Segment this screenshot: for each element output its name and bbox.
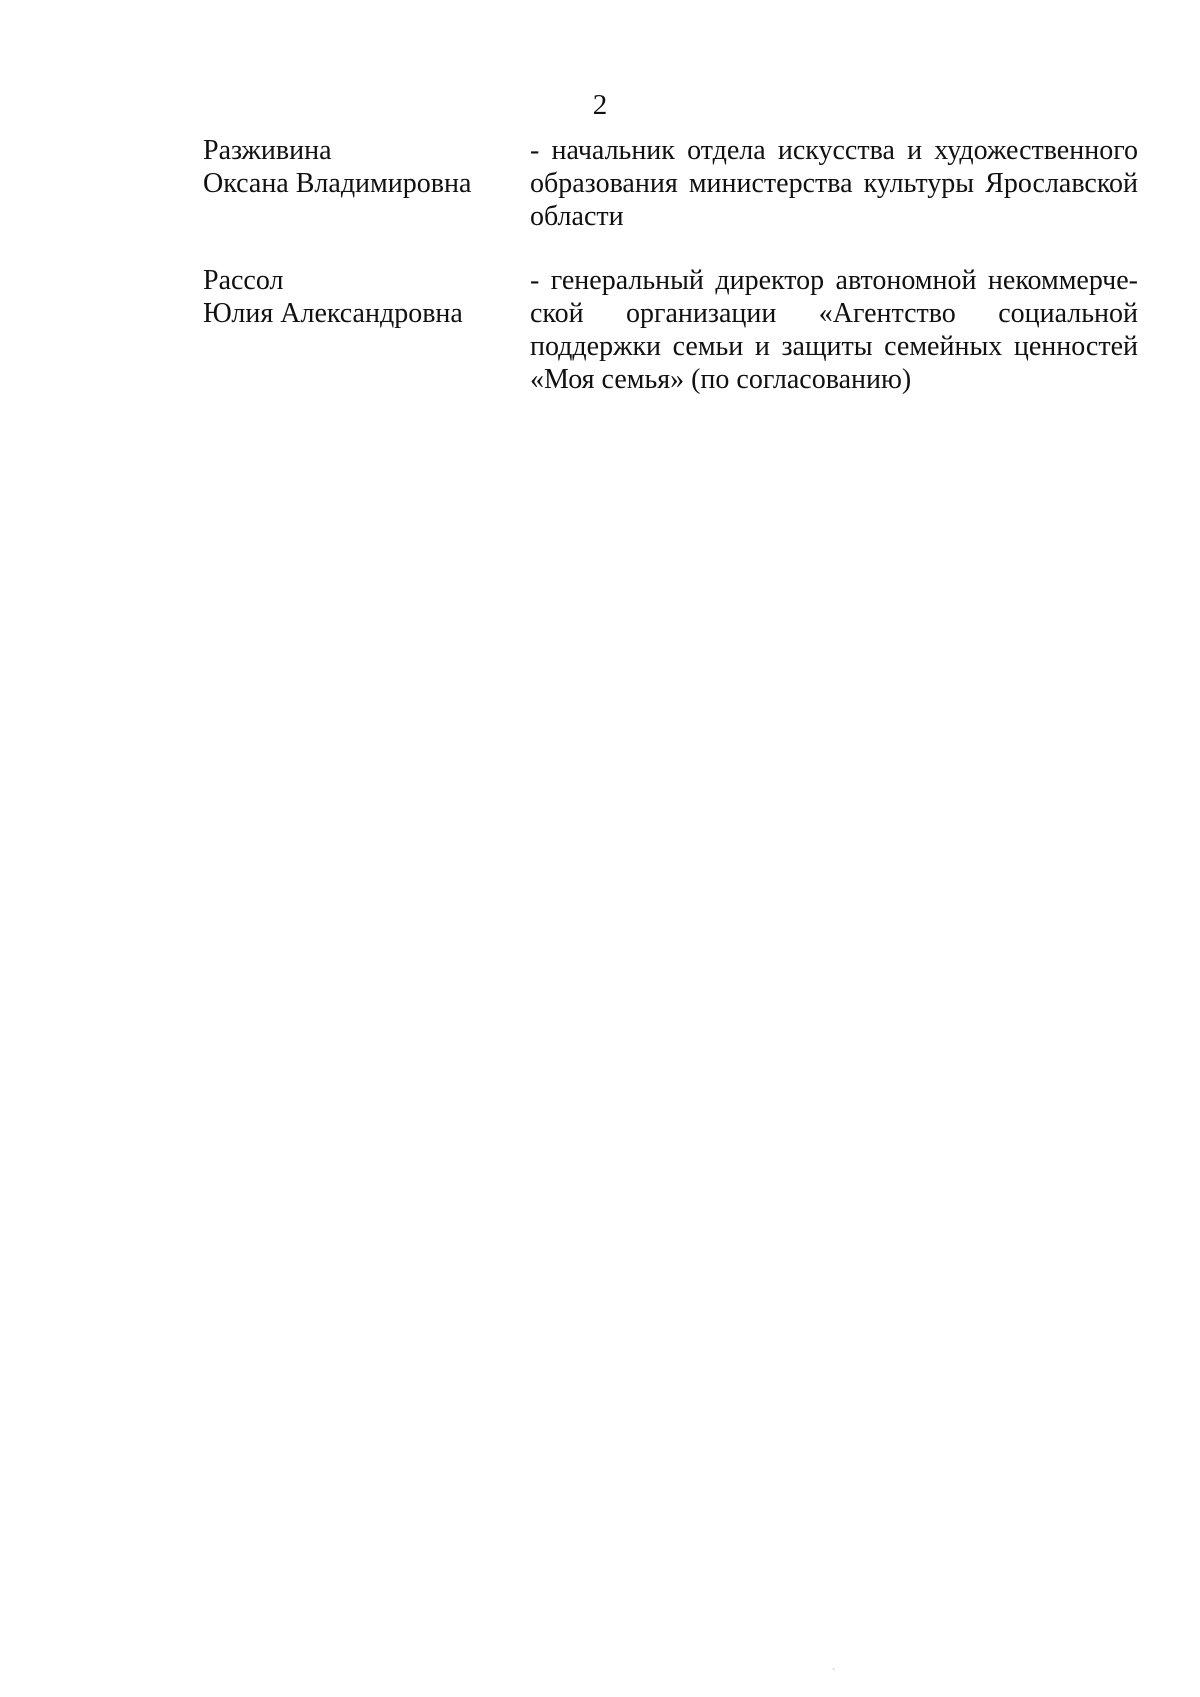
member-surname: Разживина bbox=[203, 135, 332, 166]
member-name bbox=[203, 264, 503, 330]
member-position bbox=[530, 134, 1138, 233]
position-line: - генеральный директор автономной некоммерче- bbox=[530, 265, 1138, 296]
member-given-names: Оксана Владимировна bbox=[203, 168, 472, 199]
member-position bbox=[530, 264, 1138, 396]
position-line: образования министерства культуры Ярославской bbox=[530, 168, 1138, 199]
position-line: области bbox=[530, 201, 624, 232]
member-name bbox=[203, 134, 503, 200]
member-surname: Рассол bbox=[203, 265, 284, 296]
position-line: «Моя семья» (по согласованию) bbox=[530, 364, 912, 395]
page-number: 2 bbox=[592, 89, 608, 121]
scan-mark: ` bbox=[832, 1668, 836, 1679]
position-line: поддержки семьи и защиты семейных ценностей bbox=[530, 331, 1138, 362]
member-given-names: Юлия Александровна bbox=[203, 298, 463, 329]
position-line: - начальник отдела искусства и художественного bbox=[530, 135, 1138, 166]
position-line: ской организации «Агентство социальной bbox=[530, 298, 1138, 329]
